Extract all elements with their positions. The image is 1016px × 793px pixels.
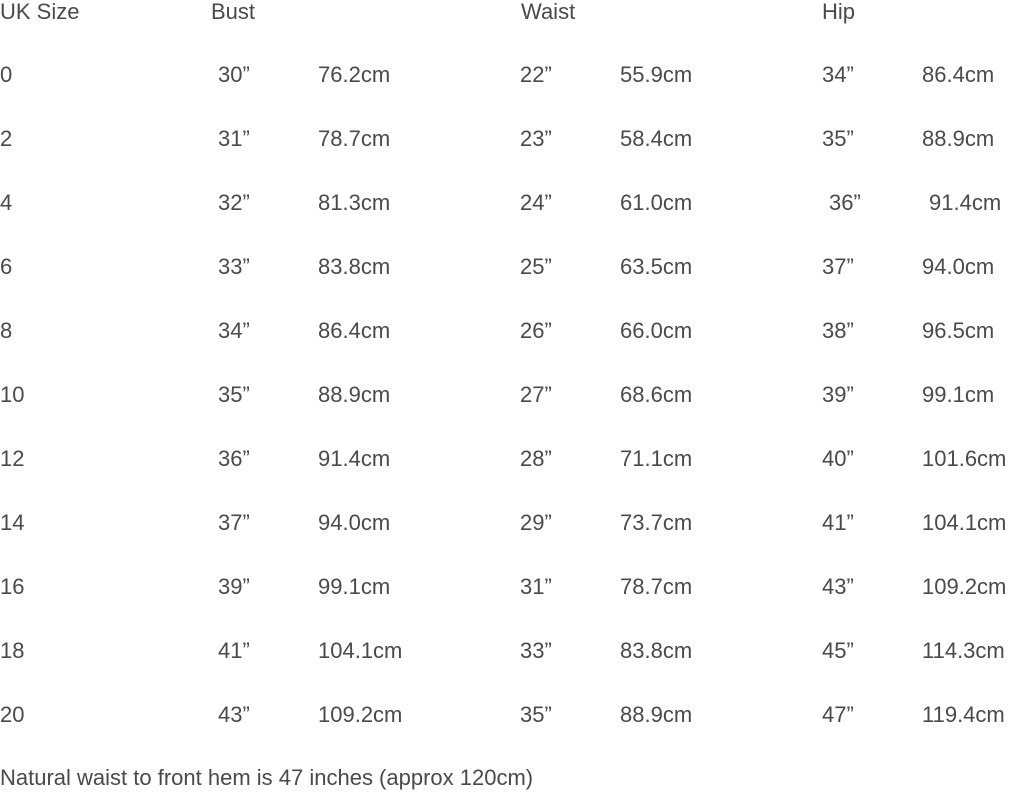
size-cell: 16: [0, 574, 25, 599]
hip-cm-cell: 114.3cm: [922, 638, 1005, 663]
table-row: [0, 316, 1016, 346]
hip-inches-cell: 39”: [822, 382, 854, 407]
waist-inches-cell: 28”: [520, 446, 552, 471]
hip-cm-cell: 86.4cm: [922, 62, 995, 87]
table-row: [0, 572, 1016, 602]
bust-cm-cell: 104.1cm: [318, 638, 403, 663]
table-row: [0, 188, 1016, 218]
header-bust: Bust: [211, 0, 256, 24]
bust-cm-cell: 81.3cm: [318, 190, 391, 215]
bust-inches-cell: 31”: [218, 126, 250, 151]
size-cell: 4: [0, 190, 13, 215]
bust-inches-cell: 34”: [218, 318, 250, 343]
hip-cm-cell: 119.4cm: [922, 702, 1005, 727]
header-uk-size: UK Size: [0, 0, 80, 24]
bust-inches-cell: 39”: [218, 574, 250, 599]
size-cell: 14: [0, 510, 25, 535]
hip-inches-cell: 37”: [822, 254, 854, 279]
bust-cm-cell: 99.1cm: [318, 574, 391, 599]
size-cell: 0: [0, 62, 13, 87]
bust-cm-cell: 109.2cm: [318, 702, 403, 727]
size-cell: 6: [0, 254, 13, 279]
hip-cm-cell: 96.5cm: [922, 318, 995, 343]
size-cell: 8: [0, 318, 13, 343]
waist-inches-cell: 26”: [520, 318, 552, 343]
waist-inches-cell: 33”: [520, 638, 552, 663]
bust-inches-cell: 41”: [218, 638, 250, 663]
hip-inches-cell: 40”: [822, 446, 854, 471]
size-cell: 2: [0, 126, 13, 151]
waist-inches-cell: 27”: [520, 382, 552, 407]
waist-cm-cell: 63.5cm: [620, 254, 693, 279]
hip-inches-cell: 38”: [822, 318, 854, 343]
size-cell: 12: [0, 446, 25, 471]
waist-cm-cell: 68.6cm: [620, 382, 693, 407]
bust-cm-cell: 83.8cm: [318, 254, 391, 279]
hip-cm-cell: 94.0cm: [922, 254, 995, 279]
bust-inches-cell: 33”: [218, 254, 250, 279]
table-row: [0, 508, 1016, 538]
hip-cm-cell: 99.1cm: [922, 382, 995, 407]
hip-cm-cell: 88.9cm: [922, 126, 995, 151]
waist-cm-cell: 83.8cm: [620, 638, 693, 663]
hip-inches-cell: 45”: [822, 638, 854, 663]
hip-cm-cell: 104.1cm: [922, 510, 1007, 535]
table-row: [0, 444, 1016, 474]
waist-cm-cell: 78.7cm: [620, 574, 693, 599]
waist-inches-cell: 24”: [520, 190, 552, 215]
table-row: [0, 700, 1016, 730]
waist-inches-cell: 23”: [520, 126, 552, 151]
table-row: [0, 124, 1016, 154]
header-waist: Waist: [521, 0, 576, 24]
bust-inches-cell: 30”: [218, 62, 250, 87]
hip-cm-cell: 91.4cm: [929, 190, 1002, 215]
hip-inches-cell: 36”: [829, 190, 861, 215]
hip-inches-cell: 35”: [822, 126, 854, 151]
waist-inches-cell: 29”: [520, 510, 552, 535]
bust-cm-cell: 78.7cm: [318, 126, 391, 151]
waist-cm-cell: 88.9cm: [620, 702, 693, 727]
waist-inches-cell: 31”: [520, 574, 552, 599]
bust-cm-cell: 88.9cm: [318, 382, 391, 407]
size-cell: 18: [0, 638, 25, 663]
waist-cm-cell: 66.0cm: [620, 318, 693, 343]
bust-cm-cell: 94.0cm: [318, 510, 391, 535]
bust-cm-cell: 86.4cm: [318, 318, 391, 343]
hip-cm-cell: 101.6cm: [922, 446, 1007, 471]
waist-cm-cell: 58.4cm: [620, 126, 693, 151]
bust-cm-cell: 91.4cm: [318, 446, 391, 471]
table-row: [0, 380, 1016, 410]
waist-inches-cell: 22”: [520, 62, 552, 87]
waist-inches-cell: 35”: [520, 702, 552, 727]
bust-inches-cell: 37”: [218, 510, 250, 535]
size-cell: 20: [0, 702, 25, 727]
hip-inches-cell: 34”: [822, 62, 854, 87]
bust-cm-cell: 76.2cm: [318, 62, 391, 87]
waist-cm-cell: 61.0cm: [620, 190, 693, 215]
header-hip: Hip: [822, 0, 856, 24]
bust-inches-cell: 32”: [218, 190, 250, 215]
table-row: [0, 60, 1016, 90]
bust-inches-cell: 36”: [218, 446, 250, 471]
hip-inches-cell: 41”: [822, 510, 854, 535]
bust-inches-cell: 43”: [218, 702, 250, 727]
waist-inches-cell: 25”: [520, 254, 552, 279]
waist-cm-cell: 73.7cm: [620, 510, 693, 535]
hip-cm-cell: 109.2cm: [922, 574, 1007, 599]
waist-cm-cell: 55.9cm: [620, 62, 693, 87]
header-row: [0, 0, 1016, 27]
hip-inches-cell: 47”: [822, 702, 854, 727]
bust-inches-cell: 35”: [218, 382, 250, 407]
waist-to-hem-note: Natural waist to front hem is 47 inches (approx 120cm): [0, 765, 534, 790]
table-row: [0, 252, 1016, 282]
table-row: [0, 636, 1016, 666]
size-cell: 10: [0, 382, 25, 407]
hip-inches-cell: 43”: [822, 574, 854, 599]
waist-cm-cell: 71.1cm: [620, 446, 693, 471]
